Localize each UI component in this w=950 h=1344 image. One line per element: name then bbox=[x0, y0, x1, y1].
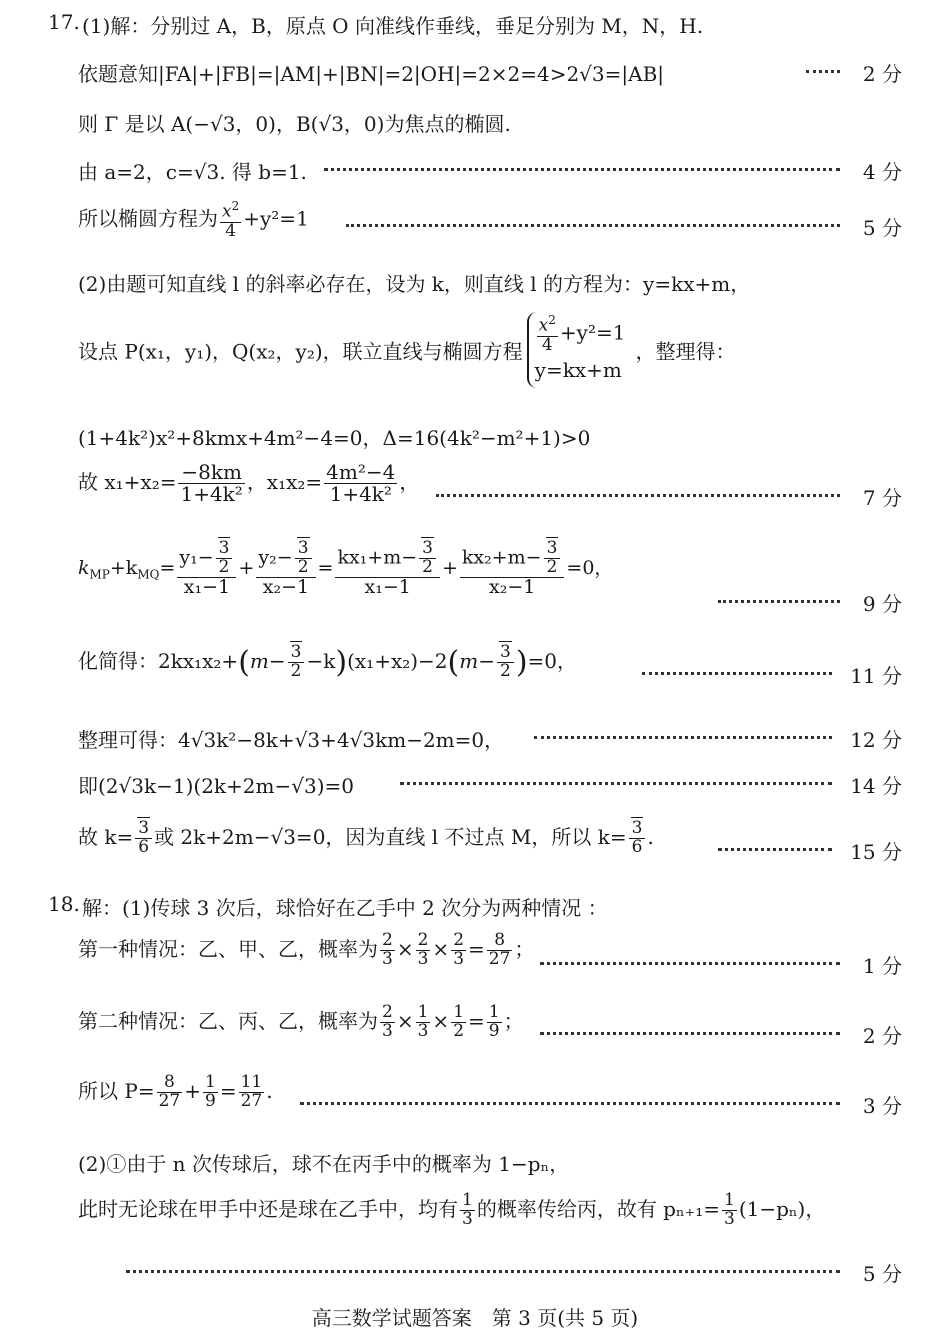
page-footer: 高三数学试题答案 第 3 页(共 5 页) bbox=[311, 1306, 639, 1330]
score-5: 5 分 bbox=[862, 216, 902, 240]
p17-simplified: 化简得：2kx₁x₂+(m− $\frac{3}{2}$ −k)(x₁+x₂)−2(m− $\frac{3}{2}$ )=0， bbox=[78, 642, 578, 681]
problem-18-number: 18. bbox=[48, 892, 80, 916]
score-15: 15 分 bbox=[850, 840, 902, 864]
problem-17-number: 17. bbox=[48, 10, 80, 34]
p17-conclusion: 故 k= $\frac{3}{6}$ 或 2k+2m−√3=0，因为直线 l 不过点 M，所以 k= $\frac{3}{6}$ . bbox=[78, 818, 654, 857]
leader-dots bbox=[300, 1102, 840, 1105]
leader-dots bbox=[642, 672, 832, 675]
p17-abc-values: 由 a=2，c=√3. 得 b=1. bbox=[78, 160, 307, 184]
leader-dots bbox=[718, 848, 832, 851]
p17-vieta-formulas: 故 x₁+x₂= $\frac{-8km}{\text{1+4k²}}$ ，x₁x₂= $\frac{\text{4m²−4}}{\text{1+4k²}}$ ， bbox=[78, 460, 420, 506]
p17-ellipse-foci: 则 Γ 是以 A(−√3，0)，B(√3，0)为焦点的椭圆. bbox=[78, 112, 511, 136]
score-1: 1 分 bbox=[862, 954, 902, 978]
p17-part2-line-setup: (2)由题可知直线 l 的斜率必存在，设为 k，则直线 l 的方程为：y=kx+m， bbox=[78, 272, 751, 296]
p17-rearranged: 整理可得：4√3k²−8k+√3+4√3km−2m=0， bbox=[78, 728, 505, 752]
leader-dots bbox=[126, 1270, 840, 1273]
score-3: 3 分 bbox=[862, 1094, 902, 1118]
score-14: 14 分 bbox=[850, 774, 902, 798]
p18-case-two: 第二种情况：乙、丙、乙，概率为 $\frac{2}{3}$ × $\frac{1}{3}$ × $\frac{1}{2}$ = $\frac{1}{9}$ ； bbox=[78, 1002, 524, 1041]
p18-total-probability: 所以 P= $\frac{8}{27}$ + $\frac{1}{9}$ = $\frac{11}{27}$ . bbox=[78, 1072, 273, 1111]
p17-focal-sum-line: 依题意知|FA|+|FB|=|AM|+|BN|=2|OH|=2×2=4>2√3=|AB| bbox=[78, 62, 665, 86]
score-4: 4 分 bbox=[862, 160, 902, 184]
p17-part1-intro: (1)解：分别过 A，B，原点 O 向准线作垂线，垂足分别为 M，N，H. bbox=[82, 14, 704, 38]
score-2: 2 分 bbox=[862, 1024, 902, 1048]
score-9: 9 分 bbox=[862, 592, 902, 616]
p18-part1-intro: 解：(1)传球 3 次后，球恰好在乙手中 2 次分为两种情况 ： bbox=[82, 896, 608, 920]
p17-quadratic-discriminant: (1+4k²)x²+8kmx+4m²−4=0，Δ=16(4k²−m²+1)>0 bbox=[78, 426, 591, 450]
p17-slope-sum: $k_{MP}+k_{MQ}=$ y₁− $\frac{3}{2}$ x₁−1 + y₂− $\frac{3}{2}$ x₂−1 = kx₁+m− $\frac{3}{2}$ x₁−1 + kx₂+m− $\frac{3}{2}$ x₂−1 =0， bbox=[78, 538, 614, 598]
p17-factored: 即(2√3k−1)(2k+2m−√3)=0 bbox=[78, 774, 355, 798]
leader-dots bbox=[400, 782, 832, 785]
p17-ellipse-equation: 所以椭圆方程为 $\frac{x^2}{4}$ +y²=1 bbox=[78, 199, 309, 241]
leader-dots bbox=[436, 494, 840, 497]
leader-dots bbox=[540, 962, 840, 965]
score-5: 5 分 bbox=[862, 1262, 902, 1286]
leader-dots bbox=[718, 600, 840, 603]
score-11: 11 分 bbox=[850, 664, 902, 688]
p18-case-one: 第一种情况：乙、甲、乙，概率为 $\frac{2}{3}$ × $\frac{2}{3}$ × $\frac{2}{3}$ = $\frac{8}{27}$ ； bbox=[78, 930, 535, 969]
score-2: 2 分 bbox=[862, 62, 902, 86]
leader-dots bbox=[346, 224, 840, 227]
p18-recurrence: 此时无论球在甲手中还是球在乙手中，均有 $\frac{1}{3}$ 的概率传给丙，故有 pₙ₊₁= $\frac{1}{3}$ (1−pₙ)， bbox=[78, 1190, 826, 1229]
leader-dots bbox=[324, 168, 840, 171]
leader-dots bbox=[806, 70, 840, 73]
p18-part2-intro: (2)①由于 n 次传球后，球不在丙手中的概率为 1−pₙ， bbox=[78, 1152, 570, 1176]
leader-dots bbox=[540, 1032, 840, 1035]
p17-system-of-equations: 设点 P(x₁，y₁)，Q(x₂，y₂)，联立直线与椭圆方程 $\frac{x^2}{4}$ +y²=1 y=kx+m ，整理得： bbox=[78, 312, 735, 388]
score-7: 7 分 bbox=[862, 486, 902, 510]
leader-dots bbox=[534, 736, 832, 739]
score-12: 12 分 bbox=[850, 728, 902, 752]
